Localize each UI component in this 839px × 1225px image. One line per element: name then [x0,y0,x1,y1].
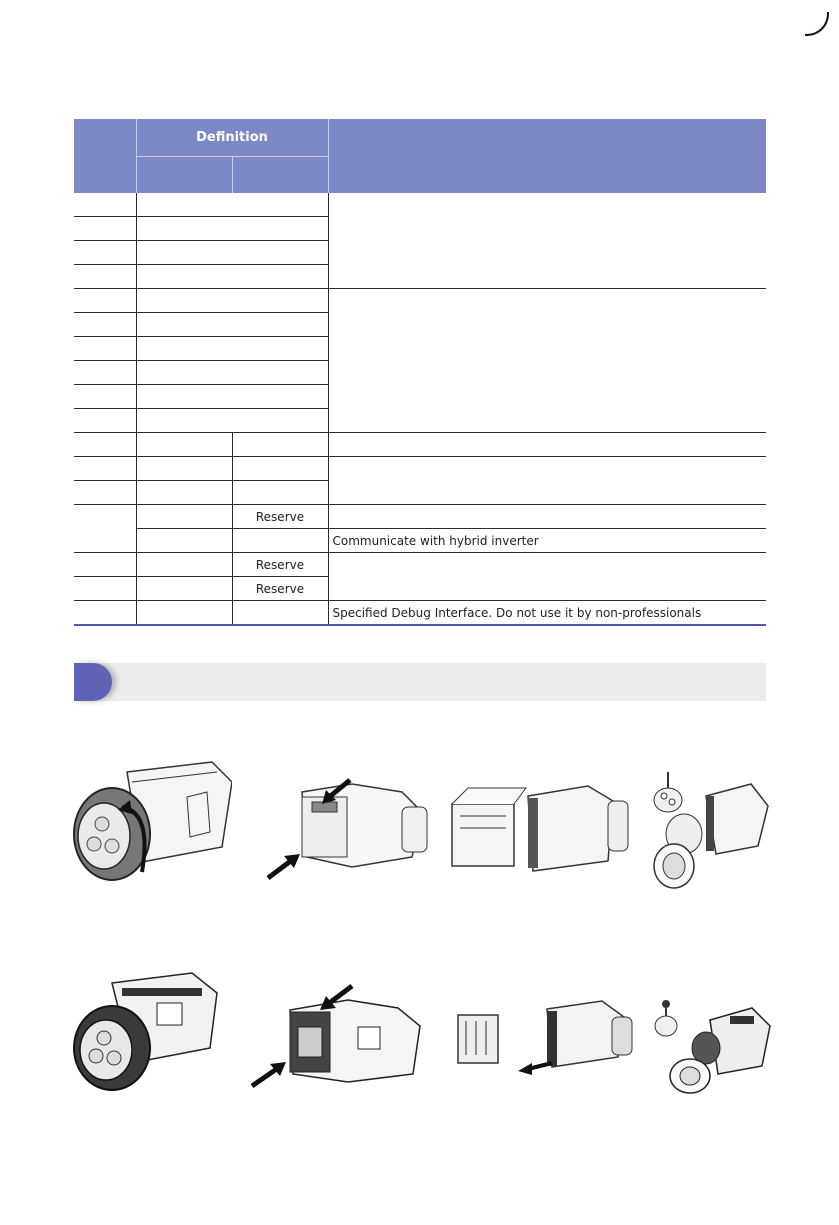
header-pin [74,119,136,193]
pin-cell [74,409,136,433]
pin-cell [74,457,136,481]
header-description [328,119,766,193]
definition-cell-2 [232,457,328,481]
definition-cell [136,601,232,626]
definition-cell [136,217,328,241]
pin-cell [74,553,136,577]
table-row [74,433,766,457]
pin-cell [74,481,136,505]
definition-cell-2 [232,481,328,505]
description-cell: Specified Debug Interface. Do not use it by non-professionals [328,601,766,626]
header-definition-col2 [232,157,328,194]
pin-cell [74,433,136,457]
table-row [74,505,766,529]
description-cell: Communicate with hybrid inverter [328,529,766,553]
table-row [74,193,766,217]
header-definition-col1 [136,157,232,194]
table-row [74,457,766,481]
definition-cell [136,361,328,385]
description-cell [328,553,766,601]
definition-cell [136,433,232,457]
pin-cell [74,601,136,626]
definition-cell [136,481,232,505]
definition-cell-2: Reserve [232,553,328,577]
definition-cell-2 [232,529,328,553]
definition-cell [136,193,328,217]
pin-cell [74,385,136,409]
description-cell [328,289,766,433]
pin-cell [74,193,136,217]
section-header-bar [74,663,766,701]
definition-cell [136,553,232,577]
table-row [74,289,766,313]
definition-cell [136,577,232,601]
section-marker-icon [74,663,112,701]
definition-cell [136,409,328,433]
definition-cell [136,313,328,337]
pin-cell [74,505,136,553]
definition-cell [136,289,328,313]
definition-cell-2 [232,433,328,457]
definition-cell [136,529,232,553]
connector-separate-parts-figure [448,776,633,876]
definition-cell-2 [232,601,328,626]
definition-cell [136,457,232,481]
connector-assembled-figure [72,968,222,1093]
connector-disassembled-figure [652,996,772,1096]
pin-cell [74,217,136,241]
connector-rotate-nut-figure [72,752,232,892]
connector-exploded-seal-figure [646,766,771,891]
description-cell [328,193,766,289]
definition-cell [136,505,232,529]
description-cell [328,457,766,505]
header-definition: Definition [136,119,328,157]
pin-definition-table [74,119,766,626]
definition-cell [136,337,328,361]
table-row [74,601,766,626]
arrow-icon [252,1068,278,1086]
connector-press-release-figure [248,982,428,1092]
definition-cell-2: Reserve [232,577,328,601]
pin-cell [74,265,136,289]
definition-cell-2: Reserve [232,505,328,529]
definition-cell [136,385,328,409]
pin-cell [74,313,136,337]
pin-cell [74,577,136,601]
definition-cell [136,241,328,265]
definition-cell [136,265,328,289]
pin-cell [74,289,136,313]
arrow-icon [268,860,292,878]
connector-pull-out-core-figure [452,997,637,1082]
description-cell [328,505,766,529]
pin-cell [74,337,136,361]
pin-cell [74,361,136,385]
table-row [74,529,766,553]
pin-cell [74,241,136,265]
connector-press-clips-figure [262,772,432,887]
description-cell [328,433,766,457]
page-corner-mark [805,12,829,36]
table-row [74,553,766,577]
